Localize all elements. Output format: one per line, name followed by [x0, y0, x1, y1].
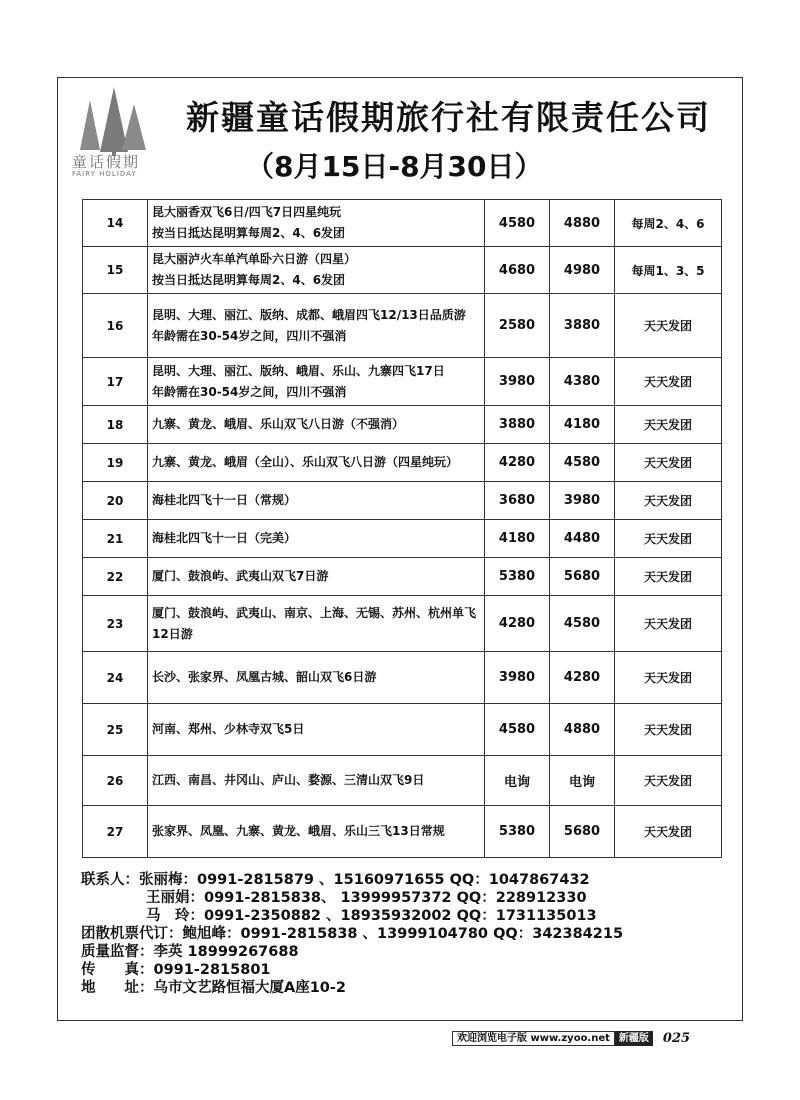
departure-schedule: 天天发团: [615, 294, 722, 358]
price-alt: 3880: [550, 294, 615, 358]
price-adult: 4680: [485, 247, 550, 294]
tour-route: 九寨、黄龙、峨眉、乐山双飞八日游（不强消）: [148, 406, 485, 444]
tour-number: 22: [83, 558, 148, 596]
footer-url-banner[interactable]: 欢迎浏览电子版 www.zyoo.net: [452, 1031, 615, 1046]
tour-number: 15: [83, 247, 148, 294]
price-adult: 3680: [485, 482, 550, 520]
departure-schedule: 天天发团: [615, 520, 722, 558]
contact-row: [81, 871, 623, 889]
contact-value: 鲍旭峰：0991-2815838 、13999104780 QQ：342384215: [182, 926, 624, 942]
price-alt: 4280: [550, 652, 615, 704]
departure-schedule: 每周2、4、6: [615, 200, 722, 247]
contact-row: [81, 907, 623, 925]
table-row: [83, 406, 722, 444]
tour-route: 昆大丽泸火车单汽单卧六日游（四星） 按当日抵达昆明算每周2、4、6发团: [148, 247, 485, 294]
table-row: [83, 482, 722, 520]
price-alt: 4880: [550, 704, 615, 756]
tour-route: 江西、南昌、井冈山、庐山、婺源、三清山双飞9日: [148, 756, 485, 806]
contact-row: [81, 961, 623, 979]
departure-schedule: 天天发团: [615, 406, 722, 444]
contact-label: 联系人：: [81, 872, 139, 888]
tour-number: 21: [83, 520, 148, 558]
footer: [452, 1031, 690, 1045]
logo-english-text: FAIRY HOLIDAY: [72, 170, 137, 178]
tour-route: 昆明、大理、丽江、版纳、成都、峨眉四飞12/13日品质游 年龄需在30-54岁之间，四川不强消: [148, 294, 485, 358]
departure-schedule: 天天发团: [615, 756, 722, 806]
tour-table: [82, 199, 722, 858]
page-number: 025: [662, 1030, 691, 1046]
price-alt: 电询: [550, 756, 615, 806]
table-row: [83, 596, 722, 652]
price-alt: 4880: [550, 200, 615, 247]
tour-route: 九寨、黄龙、峨眉（全山）、乐山双飞八日游（四星纯玩）: [148, 444, 485, 482]
price-adult: 3980: [485, 652, 550, 704]
tour-number: 25: [83, 704, 148, 756]
price-adult: 4280: [485, 596, 550, 652]
tour-route: 长沙、张家界、凤凰古城、韶山双飞6日游: [148, 652, 485, 704]
logo-chinese-text: 童话假期: [72, 153, 141, 171]
tour-number: 20: [83, 482, 148, 520]
contact-label: 地 址：: [81, 980, 154, 996]
departure-schedule: 天天发团: [615, 482, 722, 520]
tour-number: 24: [83, 652, 148, 704]
table-row: [83, 294, 722, 358]
price-adult: 4280: [485, 444, 550, 482]
price-adult: 5380: [485, 806, 550, 858]
tour-number: 26: [83, 756, 148, 806]
tour-route: 昆明、大理、丽江、版纳、峨眉、乐山、九寨四飞17日 年龄需在30-54岁之间，四川不强消: [148, 358, 485, 406]
contact-block: [81, 871, 623, 997]
tour-route: 张家界、凤凰、九寨、黄龙、峨眉、乐山三飞13日常规: [148, 806, 485, 858]
tour-route: 厦门、鼓浪屿、武夷山、南京、上海、无锡、苏州、杭州单飞 12日游: [148, 596, 485, 652]
tour-number: 27: [83, 806, 148, 858]
table-row: [83, 520, 722, 558]
price-alt: 3980: [550, 482, 615, 520]
tour-route: 河南、郑州、少林寺双飞5日: [148, 704, 485, 756]
departure-schedule: 天天发团: [615, 704, 722, 756]
departure-schedule: 天天发团: [615, 596, 722, 652]
price-adult: 4580: [485, 704, 550, 756]
table-row: [83, 558, 722, 596]
table-row: [83, 200, 722, 247]
contact-value: 王丽娟：0991-2815838、 13999957372 QQ：228912330: [146, 890, 587, 906]
price-adult: 3980: [485, 358, 550, 406]
tour-route: 海桂北四飞十一日（常规）: [148, 482, 485, 520]
price-alt: 4380: [550, 358, 615, 406]
price-alt: 4980: [550, 247, 615, 294]
contact-value: 张丽梅：0991-2815879 、15160971655 QQ：1047867432: [139, 872, 590, 888]
price-alt: 4580: [550, 596, 615, 652]
table-row: [83, 806, 722, 858]
price-alt: 4580: [550, 444, 615, 482]
table-row: [83, 247, 722, 294]
contact-label: 质量监督：: [81, 944, 154, 960]
contact-value: 马 玲：0991-2350882 、18935932002 QQ：1731135013: [146, 908, 597, 924]
tour-number: 16: [83, 294, 148, 358]
company-title: 新疆童话假期旅行社有限责任公司: [186, 98, 711, 137]
price-alt: 4480: [550, 520, 615, 558]
contact-value: 乌市文艺路恒福大厦A座10-2: [153, 980, 347, 996]
contact-label: 团散机票代订：: [81, 926, 183, 942]
departure-schedule: 天天发团: [615, 806, 722, 858]
price-alt: 5680: [550, 806, 615, 858]
departure-schedule: 天天发团: [615, 444, 722, 482]
tour-number: 23: [83, 596, 148, 652]
table-row: [83, 756, 722, 806]
contact-row: [81, 979, 623, 997]
price-alt: 4180: [550, 406, 615, 444]
contact-row: [81, 925, 623, 943]
table-row: [83, 704, 722, 756]
contact-value: 0991-2815801: [153, 962, 271, 978]
price-adult: 3880: [485, 406, 550, 444]
tour-route: 厦门、鼓浪屿、武夷山双飞7日游: [148, 558, 485, 596]
price-alt: 5680: [550, 558, 615, 596]
tour-route: 昆大丽香双飞6日/四飞7日四星纯玩 按当日抵达昆明算每周2、4、6发团: [148, 200, 485, 247]
table-row: [83, 358, 722, 406]
contact-value: 李英 18999267688: [153, 944, 299, 960]
tour-number: 17: [83, 358, 148, 406]
contact-row: [81, 889, 623, 907]
footer-edition-tag: 新疆版: [615, 1031, 653, 1046]
contact-row: [81, 943, 623, 961]
price-adult: 2580: [485, 294, 550, 358]
tour-number: 14: [83, 200, 148, 247]
price-adult: 5380: [485, 558, 550, 596]
table-row: [83, 652, 722, 704]
departure-schedule: 天天发团: [615, 652, 722, 704]
price-adult: 电询: [485, 756, 550, 806]
tour-route: 海桂北四飞十一日（完美）: [148, 520, 485, 558]
departure-schedule: 每周1、3、5: [615, 247, 722, 294]
tour-number: 19: [83, 444, 148, 482]
contact-label: 传 真：: [81, 962, 154, 978]
departure-schedule: 天天发团: [615, 358, 722, 406]
date-range: （8月15日-8月30日）: [246, 150, 543, 183]
departure-schedule: 天天发团: [615, 558, 722, 596]
price-adult: 4580: [485, 200, 550, 247]
tour-number: 18: [83, 406, 148, 444]
table-row: [83, 444, 722, 482]
price-adult: 4180: [485, 520, 550, 558]
